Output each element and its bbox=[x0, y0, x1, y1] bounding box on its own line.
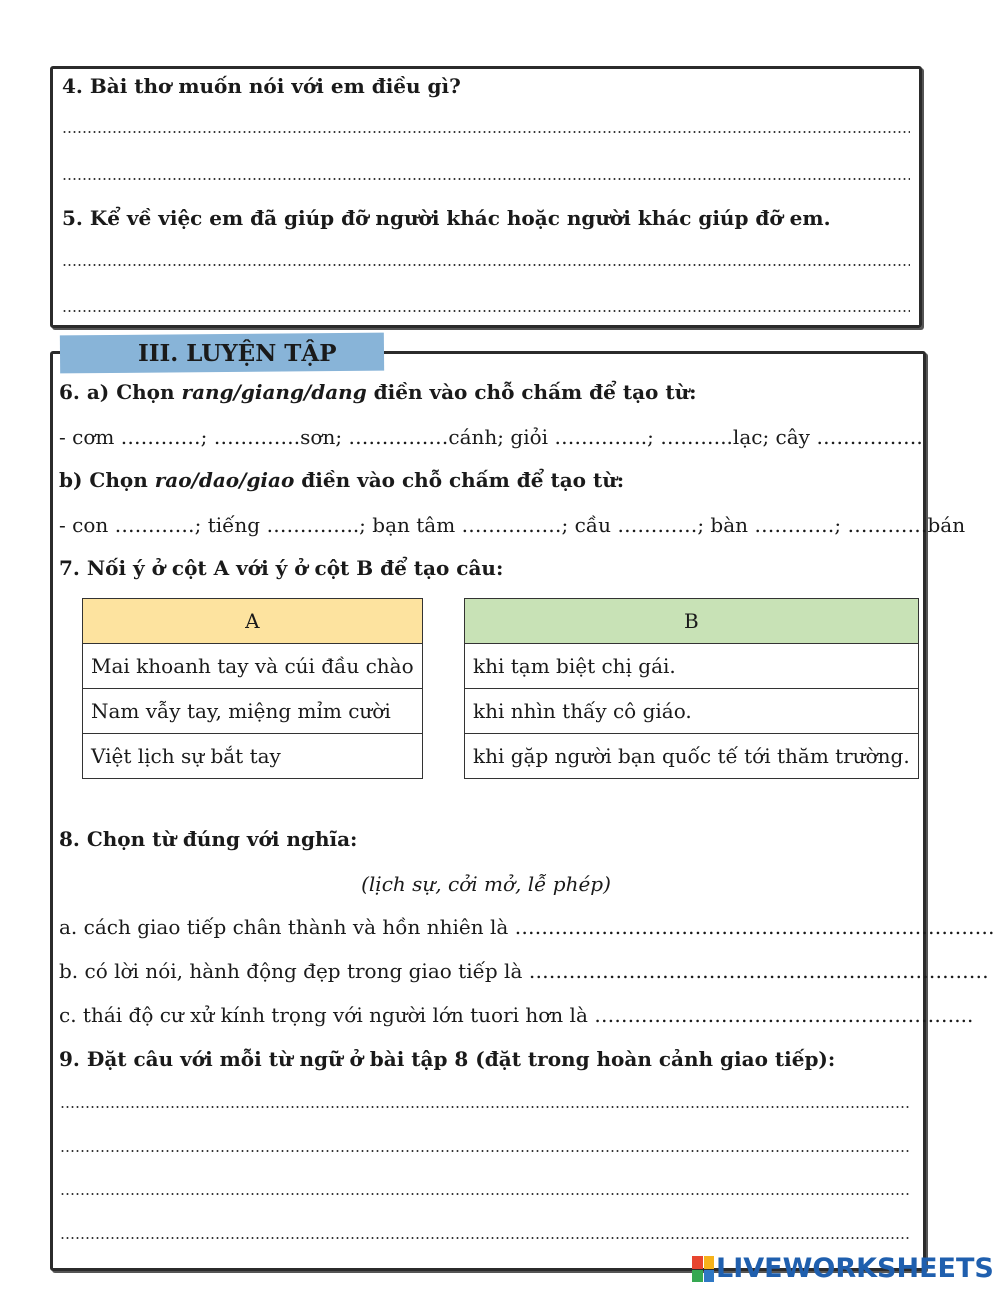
logo-icon bbox=[692, 1256, 714, 1282]
question-8b-line[interactable]: b. có lời nói, hành động đẹp trong giao tiếp là …………………………………………………………… bbox=[59, 959, 989, 983]
column-a-item[interactable]: Mai khoanh tay và cúi đầu chào bbox=[83, 644, 423, 689]
question-6a-title: 6. a) Chọn rang/giang/dang điền vào chỗ chấm để tạo từ: bbox=[59, 380, 697, 404]
question-8a-line[interactable]: a. cách giao tiếp chân thành và hồn nhiên là ……………………………………………………………… bbox=[59, 915, 995, 939]
answer-line[interactable] bbox=[62, 131, 910, 133]
question-8c-line[interactable]: c. thái độ cư xử kính trọng với người lớn tuori hơn là ………………………………………………... bbox=[59, 1003, 974, 1027]
answer-line[interactable] bbox=[62, 178, 910, 180]
column-a-item[interactable]: Nam vẫy tay, miệng mỉm cười bbox=[83, 689, 423, 734]
column-b-table bbox=[464, 598, 919, 779]
question-5-title: 5. Kể về việc em đã giúp đỡ người khác hoặc người khác giúp đỡ em. bbox=[62, 206, 831, 230]
question-6b-line[interactable]: - con …………; tiếng …………..; bạn tâm ……………; cầu …………; bàn …………; …………bán bbox=[59, 513, 966, 537]
column-b-item[interactable]: khi nhìn thấy cô giáo. bbox=[465, 689, 919, 734]
column-b-item[interactable]: khi gặp người bạn quốc tế tới thăm trường. bbox=[465, 734, 919, 779]
column-a-item[interactable]: Việt lịch sự bắt tay bbox=[83, 734, 423, 779]
question-8-title: 8. Chọn từ đúng với nghĩa: bbox=[59, 827, 358, 851]
column-b-header: B bbox=[465, 599, 919, 644]
section-title: III. LUYỆN TẬP bbox=[138, 340, 337, 367]
answer-line[interactable] bbox=[60, 1193, 910, 1195]
column-a-table bbox=[82, 598, 423, 779]
answer-line[interactable] bbox=[62, 310, 910, 312]
liveworksheets-logo bbox=[692, 1254, 994, 1284]
question-4-title: 4. Bài thơ muốn nói với em điều gì? bbox=[62, 74, 461, 98]
question-6b-options: rao/dao/giao bbox=[154, 468, 295, 492]
question-6a-line[interactable]: - cơm …………; ………….sơn; ……………cánh; giỏi …………..; ………..lạc; cây ……………. bbox=[59, 425, 923, 449]
questions-box bbox=[50, 66, 922, 328]
answer-line[interactable] bbox=[60, 1150, 910, 1152]
column-b-item[interactable]: khi tạm biệt chị gái. bbox=[465, 644, 919, 689]
column-a-header: A bbox=[83, 599, 423, 644]
question-9-title: 9. Đặt câu với mỗi từ ngữ ở bài tập 8 (đặt trong hoàn cảnh giao tiếp): bbox=[59, 1047, 836, 1071]
logo-text: LIVEWORKSHEETS bbox=[716, 1253, 994, 1284]
answer-line[interactable] bbox=[60, 1237, 910, 1239]
question-8-options: (lịch sự, cởi mở, lễ phép) bbox=[361, 872, 611, 896]
question-6b-title: b) Chọn rao/dao/giao điền vào chỗ chấm để tạo từ: bbox=[59, 468, 625, 492]
question-6a-options: rang/giang/dang bbox=[181, 380, 367, 404]
answer-line[interactable] bbox=[62, 264, 910, 266]
question-7-title: 7. Nối ý ở cột A với ý ở cột B để tạo câu: bbox=[59, 556, 504, 580]
answer-line[interactable] bbox=[60, 1106, 910, 1108]
